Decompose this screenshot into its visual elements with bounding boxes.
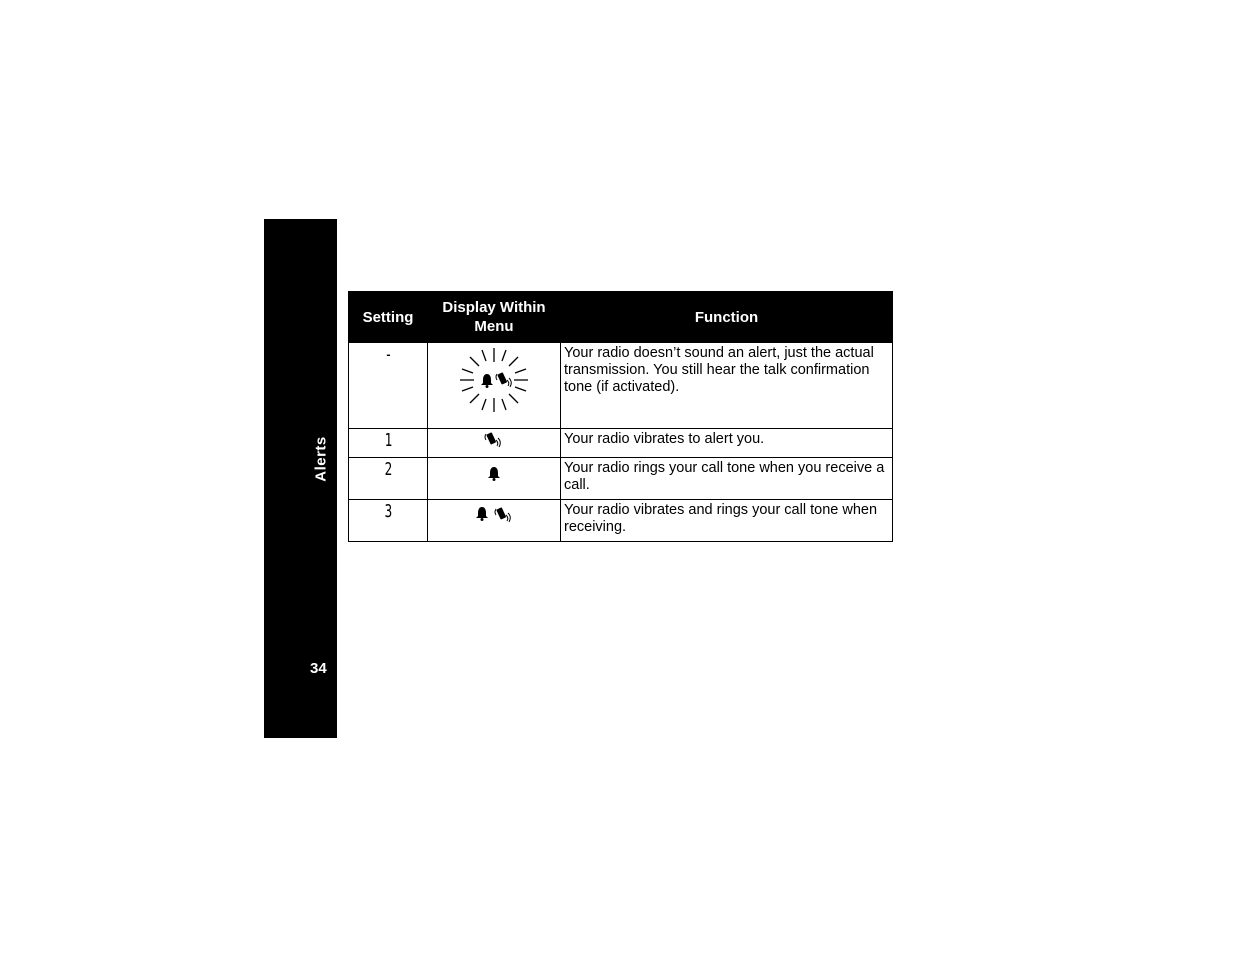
table-row (349, 500, 893, 542)
header-display: Display Within Menu (428, 292, 561, 343)
bell-icon (486, 466, 502, 484)
setting-cell (349, 429, 428, 458)
function-cell: Your radio doesn’t sound an alert, just the actual transmission. You still hear the talk confirmation tone (if activated). (561, 343, 893, 429)
vibrate-icon (494, 506, 514, 524)
setting-value: 3 (384, 501, 392, 522)
table-row (349, 429, 893, 458)
vibrate-icon (484, 431, 504, 449)
bell-icon (481, 374, 493, 388)
setting-cell (349, 500, 428, 542)
function-cell: Your radio rings your call tone when you receive a call. (561, 458, 893, 500)
bell-vibrate-group (474, 506, 514, 524)
page-number: 34 (310, 660, 327, 677)
vibrate-icon (496, 372, 511, 387)
flashing-bell-vibrate-icon (458, 345, 530, 415)
table-header-row (349, 292, 893, 343)
setting-value: 2 (384, 459, 392, 480)
function-cell: Your radio vibrates to alert you. (561, 429, 893, 458)
bell-icon (474, 506, 490, 524)
display-cell (428, 429, 561, 458)
setting-value: 1 (384, 430, 392, 451)
display-cell (428, 343, 561, 429)
header-setting: Setting (349, 292, 428, 343)
alerts-table (348, 291, 893, 542)
section-label: Alerts (312, 436, 330, 482)
function-cell: Your radio vibrates and rings your call tone when receiving. (561, 500, 893, 542)
display-cell (428, 458, 561, 500)
setting-cell (349, 343, 428, 429)
flashing-rays-icon (460, 348, 528, 412)
setting-cell (349, 458, 428, 500)
table-row (349, 343, 893, 429)
display-cell (428, 500, 561, 542)
header-function: Function (561, 292, 893, 343)
setting-value: - (384, 344, 392, 365)
table-row (349, 458, 893, 500)
